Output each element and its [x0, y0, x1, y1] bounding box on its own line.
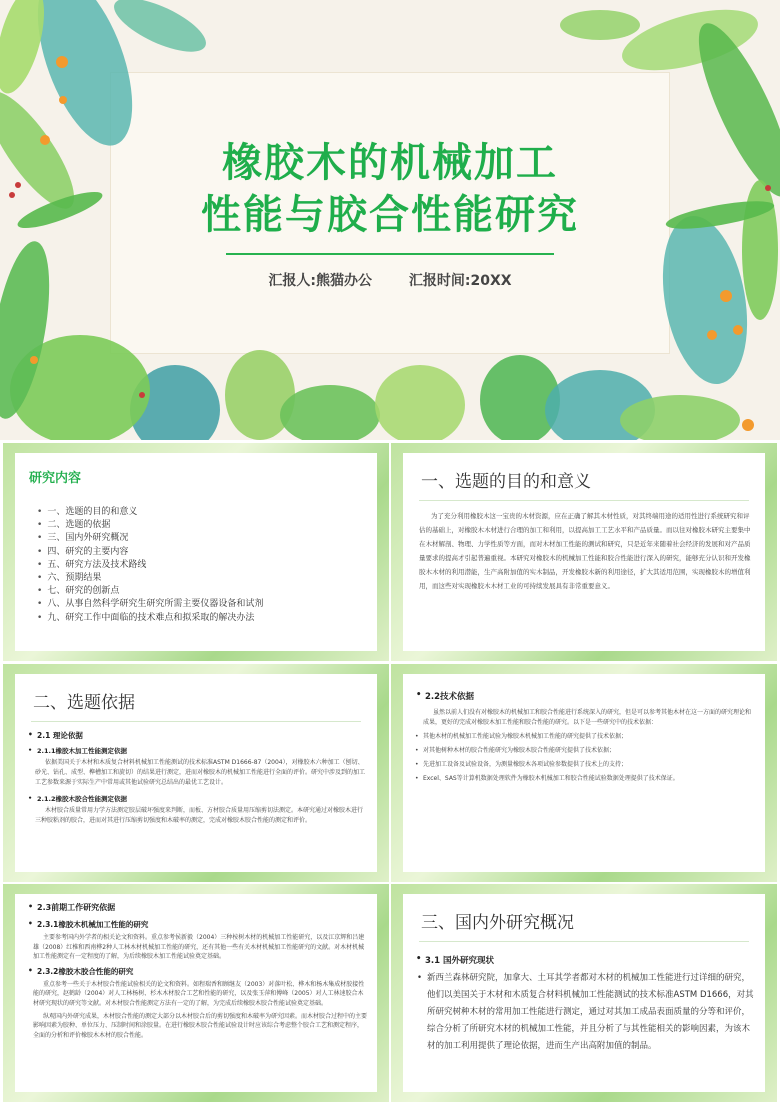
slide-research-overview	[391, 884, 777, 1102]
list-item: • 三、国内外研究概况	[37, 532, 377, 545]
slide-paper	[403, 453, 765, 651]
list-item: • 一、选题的目的和意义	[37, 506, 377, 519]
list-item: • 七、研究的创新点	[37, 585, 377, 598]
list-item: • 六、预期结果	[37, 572, 377, 585]
slide-purpose	[391, 443, 777, 661]
slide-research-contents	[3, 443, 389, 661]
slide-basis	[3, 664, 389, 882]
section-heading: • 2.3前期工作研究依据	[15, 894, 377, 913]
slide-prior-work	[3, 884, 389, 1102]
paragraph: 木材胶合质量常用力学方法测定胶层破坏强度来判断，而板、方材胶合质量用压缩剪切法测定。本研究通过对橡胶木进行三种胶粘剂的胶合，进而对其进行压缩剪切强度和木破率的测定，完成对橡胶木胶合性能的测定和评价。	[35, 806, 364, 824]
slide-heading: 二、选题依据	[33, 693, 135, 713]
slide-paper	[15, 674, 377, 872]
report-time: 汇报时间:20XX	[408, 273, 512, 289]
section-heading: • 2.2技术依据	[403, 674, 765, 702]
section-heading: • 3.1 国外研究现状	[403, 942, 765, 966]
list-item: • 二、选题的依据	[37, 519, 377, 532]
cover-meta	[0, 270, 780, 290]
paragraph: 重点参考一些关于木材胶合性能试验相关的论文和资料。如程瑞香和顾继友（2003）对落叶松、桦木和杨木集成材胶接性能的研究，赵鹤龄（2004）对人工林杨树、杉木木材胶合工艺和性能的研究，以及张玉萍和傅峰（2005）对人工林速胶合木材研究现状的研究等文献。对木材胶合性能测定方法有一定的了解，为完成后续橡胶木胶合性能试验奠定基础。	[33, 980, 365, 1007]
bullet-item: • 对其他树种木材的胶合性能研究为橡胶木胶合性能研究提供了技术依据；	[403, 742, 765, 756]
bullet-item: • 先进加工设备及试验设备，为测量橡胶木各项试验参数提供了技术上的支持；	[403, 756, 765, 770]
cover-title-line1: 橡胶木的机械加工	[222, 140, 558, 186]
subsection-heading: • 2.1.1橡胶木加工性能测定依据	[15, 741, 377, 755]
list-item: • 五、研究方法及技术路线	[37, 559, 377, 572]
bullet-item: • 其他木材的机械加工性能试验为橡胶木机械加工性能的研究提供了技术依据；	[403, 728, 765, 742]
subsection-heading: • 2.3.1橡胶木机械加工性能的研究	[15, 913, 377, 930]
paragraph: 虽然以前人们没有对橡胶木的机械加工和胶合性能进行系统深入的研究，但是可以参考其他木材在这一方面的研究理论和成果，更好的完成对橡胶木加工性能和胶合性能的研究。以下是一些研究中的技术依据：	[423, 709, 752, 726]
slide-heading: 三、国内外研究概况	[421, 913, 574, 933]
bullet-item: • Excel、SAS等计算机数据处理软件为橡胶木机械加工和胶合性能试验数据处理提供了技术保证。	[403, 770, 765, 784]
list-item: • 八、从事自然科学研究生研究所需主要仪器设备和试剂	[37, 598, 377, 611]
slide-body: 为了充分利用橡胶木这一宝贵的木材资源，应在正确了解其木材性质，对其终端用途的适用性进行系统研究和评估的基础上，对橡胶木木材进行合理的加工和利用，以提高加工工艺水平和产品质量。而以往对橡胶木研究主要集中在木材解剖、物理、力学性质等方面，而对木材加工性能的测试和研究，只是近年来随着社会经济的发展和对产品质量要求的提高才引起普遍重视。本研究对橡胶木的机械加工性能和胶合性能进行深入的研究，能够充分认识和开发橡胶木木材的利用潜能，生产高附加值的实木制品，开发橡胶木新的利用途径，扩大其适用范围，实现橡胶木的增值利用，而这些对实现橡胶木木材工业的可持续发展具有非常重要意义。	[419, 512, 751, 590]
list-item: • 四、研究的主要内容	[37, 546, 377, 559]
subsection-heading: • 2.1.2橡胶木胶合性能测定依据	[15, 789, 377, 803]
list-item: • 九、研究工作中面临的技术难点和拟采取的解决办法	[37, 612, 377, 625]
title-divider	[226, 253, 554, 255]
slide-paper	[403, 894, 765, 1092]
slide-paper	[403, 674, 765, 872]
section-heading: • 2.1 理论依据	[15, 722, 377, 741]
paragraph: 依据美国关于木材和木质复合材料机械加工性能测试的技术标准ASTM D1666-87（2004），对橡胶木六种加工（刨切、砂光、钻孔、成型、榫槽加工和旋切）的结果进行测定，进而对橡胶木的机械加工性能进行全面的评价。研究中涉及到的加工工艺参数来源于实际生产中常用或其他试验研究总结出的最优工艺设计。	[35, 759, 366, 787]
reporter-name: 汇报人:熊猫办公	[268, 273, 373, 289]
paragraph: 主要参考国内外学者的相关论文和资料。重点参考侯新毅（2004）三种桉树木材的机械加工性能研究，以及江京辉和吕建雄（2008）红椎和西南桦2种人工林木材机械加工性能的研究，还有其他一些有关木材机械加工性能研究的文献。对木材机械加工性能测定有一定程度的了解，为后续橡胶木加工性能试验奠定基础。	[33, 934, 365, 961]
subsection-heading: • 2.3.2橡胶木胶合性能的研究	[15, 962, 377, 977]
cover-slide	[0, 0, 780, 440]
paragraph: • 新西兰森林研究院，加拿大、土耳其学者都对木材的机械加工性能进行过详细的研究，他们以美国关于木材和木质复合材料机械加工性能测试的技术标准ASTM D1666，对其所研究树种木材的常用加工性能进行测定，通过对其加工成品表面质量的分等和评价，综合分析了所研究木材的机械加工性能，并且分析了与其性能相关的影响因素，为该木材的加工利用提供了理论依据，进而生产出高附加值的制品。	[403, 966, 765, 1055]
slide-heading: 研究内容	[29, 471, 82, 486]
slide-heading: 一、选题的目的和意义	[421, 472, 591, 492]
contents-list	[15, 486, 377, 625]
paragraph: 纵观国内外研究成果，木材胶合性能的测定大部分以木材胶合后的剪切强度和木破率为研究因素。而木材胶合过程中的主要影响因素为胶种、单位压力、压制时间和涂胶量。在进行橡胶木胶合性能试验设计时应该综合考虑整个胶合工艺和测定程序，全面的分析和评价橡胶木木材的胶合性能。	[33, 1012, 368, 1039]
slide-paper	[15, 894, 377, 1092]
slide-tech-basis	[391, 664, 777, 882]
slide-paper	[15, 453, 377, 651]
cover-title-line2: 性能与胶合性能研究	[201, 192, 579, 238]
